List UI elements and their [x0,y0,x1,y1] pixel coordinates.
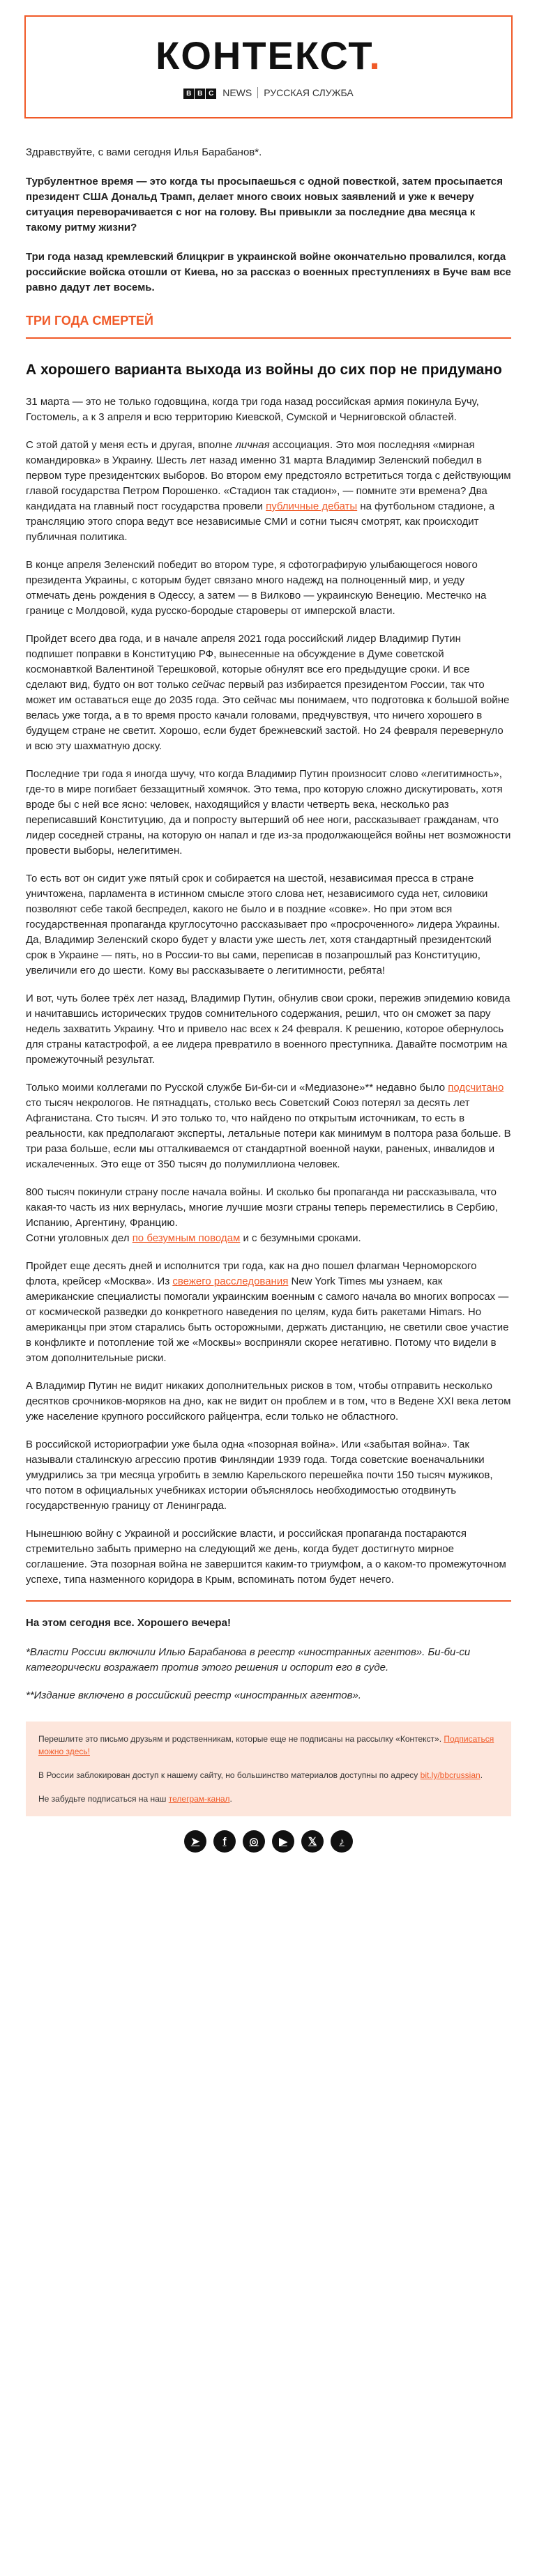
bbc-news-label: NEWS [222,87,252,98]
paragraph: Последние три года я иногда шучу, что когда Владимир Путин произносит слово «легитимность», где-то в мире погибает беззащитный хомячок. Это тема, про которую сложно дискутировать, хотя вроде бы с ней все ясно: человек, находящийся у власти четверть века, несколько раз переписавший Конституцию, да и попросту вытерший об нее ноги, рассказывает гражданам, что лидер соседней страны, на которую он напал и где из-за продолжающейся войны нет возможности провести выборы, нелегитимен. [26,768,511,857]
kontekst-logo[interactable] [26,35,511,77]
paragraph: И вот, чуть более трёх лет назад, Владимир Путин, обнулив свои сроки, пережив эпидемию ковида и начитавшись исторических трудов сомнительного содержания, решил, что он сможет за пару недель захватить Украину. Что и привело нас всех к 24 февраля. К решению, которое обернулось для страны катастрофой, а ее лидера превратило в военного преступника. Давайте посмотрим на промежуточный результат. [26,992,510,1066]
logo-dot: . [369,33,381,77]
content [24,145,513,1853]
paragraph [26,631,511,754]
x-icon[interactable]: 𝕏 [301,1830,324,1853]
text: на футбольном стадионе, а трансляцию этого спора ведут все независимые СМИ и сотни тысяч смотрят, как происходит публичная политика. [26,500,495,543]
paragraph [26,1080,511,1172]
paragraph: 31 марта — это не только годовщина, когда три года назад российская армия покинула Бучу, Гостомель, а к 3 апреля и всю территорию Киевской, Сумской и Черниговской областей. [26,396,479,423]
paragraph: То есть вот он сидит уже пятый срок и собирается на шестой, независимая пресса в стране уничтожена, парламента в истинном смысле этого слова нет, независимого суда нет, силовики позволяют себе такой беспредел, какого не было и в поздние «совке». Но при этом вся государственная пропаганда круглосуточно рассказывает про «просроченного» лидера Украины. Да, Владимир Зеленский скоро будет у власти уже шесть лет, хотя стандартный президентский срок в Украине — пять, но в России-то вы сами, переписав в позапрошлый раз Конституцию, увеличили его до шести. Кому вы рассказываете о легитимности, ребята! [26,873,500,976]
obituaries-count-link[interactable]: подсчитано [448,1082,504,1094]
bbc-letter: C [206,89,216,99]
text: Пройдет еще десять дней и исполнится три года, как на дно пошел флагман Черноморского флота, крейсер «Москва». Из [26,1260,477,1287]
masthead [24,15,513,118]
text: С этой датой у меня есть и другая, вполне [26,439,236,451]
telegram-icon[interactable]: ➤ [184,1830,206,1853]
investigation-link[interactable]: свежего расследования [172,1275,289,1287]
paragraph: А Владимир Путин не видит никаких дополнительных рисков в том, чтобы отправить несколько десятков срочников-моряков на дно, как не видит он проблем и в том, что в Ведене XXI века летом уже население крупного российского райцентра, если только не областного. [26,1380,511,1423]
text: . [480,1770,483,1780]
text: сто тысяч некрологов. Не пятнадцать, столько весь Советский Союз потерял за десять лет Афганистана. Сто тысяч. И это только то, что найдено по открытым источникам, то есть в реальности, как предполагают эксперты, летальные потери как минимум в полтора раза больше. В три раза больше, если мы отталкиваемся от стандартной военной науки, раненых, инвалидов и искалеченных. Это еще от 350 тысяч до полумиллиона человек. [26,1097,511,1170]
text: New York Times мы узнаем, как американские специалисты помогали украинским военным с самого начала во многих вопросах — от космической разведки до конкретного наведения по целям, куда бить ракетами Himars. Но американцы при этом старались быть осторожными, держать дистанцию, не светили свое участие в конфликте и потопление той же «Москвы» восприняли скорее негативно. Потому что видели в этом дополнительные риски. [26,1275,509,1364]
italic-text: сейчас [191,679,225,691]
mirror-note [38,1769,499,1781]
text: В России заблокирован доступ к нашему сайту, но большинство материалов доступны по адресу [38,1770,421,1780]
telegram-channel-link[interactable]: телеграм-канал [168,1794,230,1804]
text: . [229,1794,232,1804]
text: 800 тысяч покинули страну после начала войны. И сколько бы пропаганда ни рассказывала, что какая-то часть из них вернулась, многие лучшие мозги страны теперь переместились в Сербию, Испанию, Аргентину, Францию. [26,1186,498,1229]
article-title: А хорошего варианта выхода из войны до сих пор не придумано [26,362,502,378]
lead-paragraph: Турбулентное время — это когда ты просыпаешься с одной повесткой, затем просыпается президент США Дональд Трамп, делает много своих новых заявлений и уже к вечеру ситуация переворачивается с ног на голову. Вы привыкли за последние два месяца к такому ритму жизни? [26,176,503,233]
text: Перешлите это письмо друзьям и родственникам, которые еще не подписаны на рассылку «Контекст». [38,1734,444,1744]
paragraph [26,1185,511,1246]
closing-divider [26,1600,511,1602]
section-divider [26,337,511,339]
italic-text: личная [235,439,270,451]
footnote: *Власти России включили Илью Барабанова в реестр «иностранных агентов». Би-би-си категорически возражает против этого решения и оспорит его в суде. [26,1646,471,1673]
signoff: На этом сегодня все. Хорошего вечера! [26,1617,231,1629]
bbc-letter: B [195,89,205,99]
bbc-logo [183,86,217,99]
paragraph [26,1259,511,1366]
tiktok-icon[interactable]: ♪ [331,1830,353,1853]
logo-text: КОНТЕКСТ [156,33,370,77]
bbc-letter: B [183,89,194,99]
text: и с безумными сроками. [240,1232,361,1244]
instagram-icon[interactable]: ◎ [243,1830,265,1853]
text: ассоциация. Это моя последняя «мирная командировка» в Украину. Шесть лет назад именно 31 марта Владимир Зеленский победил в первом туре президентских выборов. Во втором ему предстояло встретиться тогда с действующим главой государства Петром Порошенко. «Стадион так стадион», — помните эти времена? Два кандидата на главный пост государства провели [26,439,511,512]
subscribe-link[interactable]: Подписаться можно здесь! [38,1734,494,1756]
telegram-note [38,1793,499,1805]
text: Не забудьте подписаться на наш [38,1794,169,1804]
footer-box [26,1722,511,1816]
brand-divider [257,87,258,98]
social-links [26,1830,511,1853]
section-title: ТРИ ГОДА СМЕРТЕЙ [26,314,153,328]
text: Пройдет всего два года, и в начале апреля 2021 года российский лидер Владимир Путин подпишет поправки в Конституцию РФ, вынесенные на обсуждение в Думе советской космонавткой Валентиной Терешковой, которые обнулят все его предыдущие сроки. И все сделают вид, будто он вот только [26,633,470,691]
paragraph: Нынешнюю войну с Украиной и российские власти, и российская пропаганда постараются стремительно забыть примерно на следующий же день, когда будет достигнуто мирное соглашение. Эта позорная война не завершится каким-то триумфом, а о каком-то промежуточном успехе, типа назменного коридора в Крым, вспоминать потом будет нечего. [26,1528,506,1586]
service-label: РУССКАЯ СЛУЖБА [264,87,354,98]
forward-note [38,1733,499,1758]
text: Только моими коллегами по Русской службе Би-би-си и «Медиазоне»** недавно было [26,1082,448,1094]
criminal-cases-link[interactable]: по безумным поводам [132,1232,241,1244]
facebook-icon[interactable]: f [213,1830,236,1853]
lead-paragraph: Три года назад кремлевский блицкриг в украинской войне окончательно провалился, когда российские войска отошли от Киева, но за рассказ о военных преступлениях в Буче вам все равно дадут лет восемь. [26,251,511,293]
footnote: **Издание включено в российский реестр «иностранных агентов». [26,1689,361,1701]
paragraph: В российской историографии уже была одна «позорная война». Или «забытая война». Так называли сталинскую агрессию против Финляндии 1939 года. Тогда советские военачальники умудрились за три месяца угробить в землю Карельского перешейка почти 150 тысяч мужиков, что потом в официальных учебниках истории объяснялось необходимостью отодвинуть государственную границу от Ленинграда. [26,1439,493,1512]
greeting: Здравствуйте, с вами сегодня Илья Барабанов*. [26,146,262,158]
debates-link[interactable]: публичные дебаты [266,500,358,512]
text: Сотни уголовных дел [26,1232,133,1244]
newsletter [24,15,513,1853]
text: первый раз избирается президентом России, так что может им оставаться еще до 2035 года. Это сейчас мы понимаем, что подготовка к большой войне велась уже тогда, а в то время просто качали головами, предчувствуя, что ничего хорошего в будущем стране не светит. Хорошо, если будет брежневский застой. Но 24 февраля перевернуло и всю эту шахматную доску. [26,679,510,752]
paragraph: В конце апреля Зеленский победит во втором туре, я сфотографирую улыбающегося нового президента Украины, с которым будет связано много надежд на полноценный мир, и уеду отмечать день рождения в Одессу, а затем — в Вилково — украинскую Венецию. Местечко на границе с Молдовой, куда русско-бородые староверы от имперской власти. [26,559,487,617]
paragraph [26,438,511,545]
mirror-link[interactable]: bit.ly/bbcrussian [420,1770,481,1780]
youtube-icon[interactable]: ▶ [272,1830,294,1853]
bbc-brand [26,86,511,99]
